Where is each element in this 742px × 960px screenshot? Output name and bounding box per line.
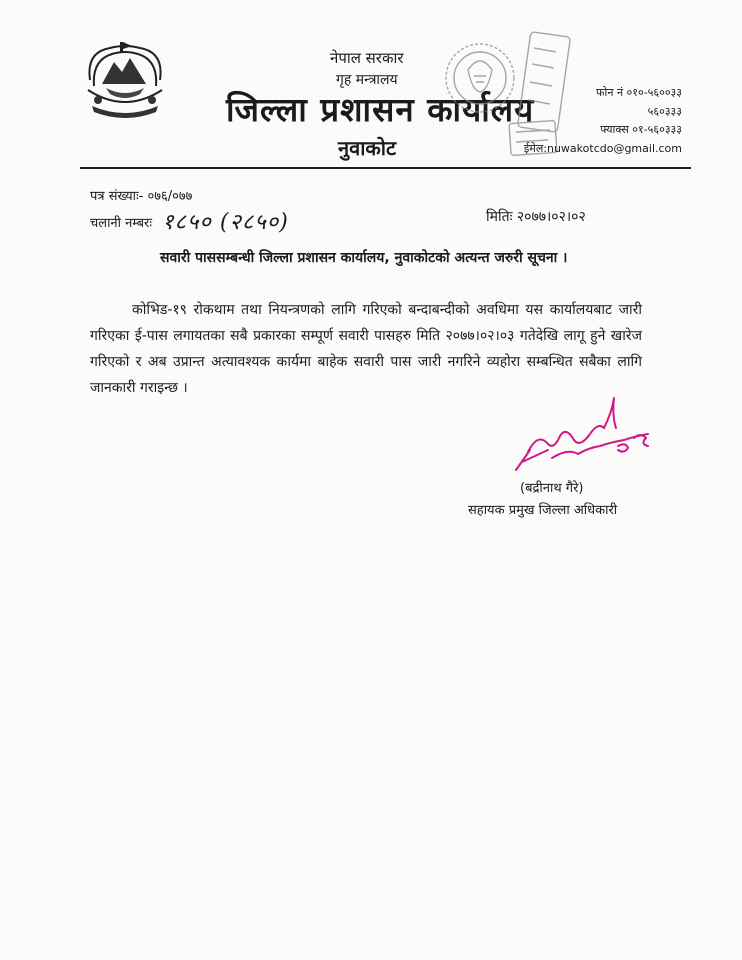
dispatch-number xyxy=(90,206,289,236)
fax-number: फ्याक्स ०१-५६०३३३ xyxy=(600,123,682,136)
letter-date: मितिः २०७७।०२।०२ xyxy=(486,209,586,225)
phone-number-2: ५६०३३३ xyxy=(647,104,682,118)
office-title: जिल्ला प्रशासन कार्यालय xyxy=(226,90,535,129)
signer-name: (बद्रीनाथ गैरे) xyxy=(520,481,584,496)
contact-block xyxy=(500,84,682,158)
email-address: ईमेल:nuwakotcdo@gmail.com xyxy=(523,141,682,155)
letterhead-divider xyxy=(80,167,691,169)
dispatch-label: चलानी नम्बरः xyxy=(90,216,152,231)
district-name: नुवाकोट xyxy=(338,136,397,160)
phone-number: फोन नं ०१०-५६००३३ xyxy=(596,86,682,99)
dispatch-value: १८५० (२८५०) xyxy=(162,210,289,235)
letter-number: पत्र संख्याः- ०७६/०७७ xyxy=(90,189,193,204)
notice-subject: सवारी पाससम्बन्धी जिल्ला प्रशासन कार्यालय, नुवाकोटको अत्यन्त जरुरी सूचना । xyxy=(160,250,568,266)
ministry-name: गृह मन्त्रालय xyxy=(336,72,398,88)
notice-body: कोभिड-१९ रोकथाम तथा नियन्त्रणको लागि गरिएको बन्दाबन्दीको अवधिमा यस कार्यालयबाट जारी गरिएका ई-पास लगायतका सबै प्रकारका सम्पूर्ण सवारी पासहरु मिति २०७७।०२।०३ गतेदेखि लागू हुने खारेज गरिएको र अब उप्रान्त अत्यावश्यक कार्यमा बाहेक सवारी पास जारी नगरिने व्यहोरा सम्बन्धित सबैका लागि जानकारी गराइन्छ । xyxy=(90,302,642,396)
nepal-emblem-icon xyxy=(80,40,170,120)
handwritten-signature xyxy=(508,392,658,480)
government-name: नेपाल सरकार xyxy=(330,49,404,67)
signer-title: सहायक प्रमुख जिल्ला अधिकारी xyxy=(468,503,618,518)
